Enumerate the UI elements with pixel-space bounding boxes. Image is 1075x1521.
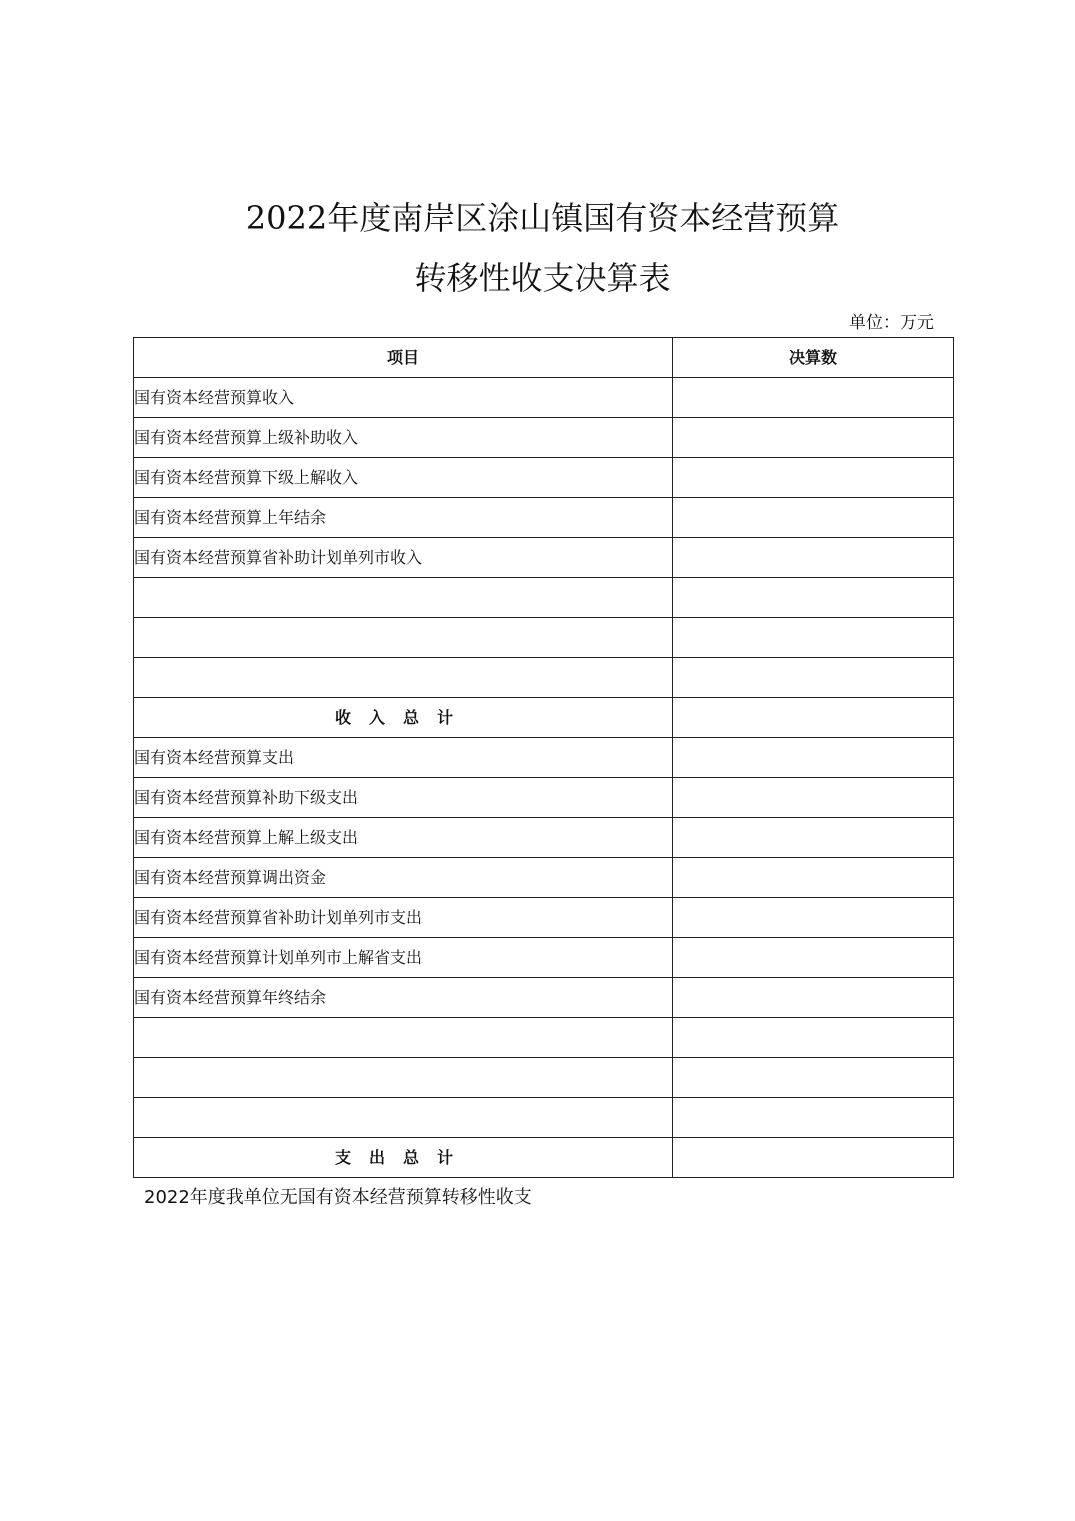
row-label: 国有资本经营预算省补助计划单列市收入 [134, 538, 673, 578]
table-row [134, 738, 954, 778]
budget-table [133, 337, 954, 1178]
row-value [673, 778, 954, 818]
row-value [673, 1138, 954, 1178]
row-value [673, 738, 954, 778]
row-value [673, 578, 954, 618]
row-value [673, 938, 954, 978]
table-row [134, 898, 954, 938]
row-value [673, 1098, 954, 1138]
table-row [134, 1018, 954, 1058]
page-subtitle: 转移性收支决算表 [414, 259, 671, 297]
row-value [673, 618, 954, 658]
table-row [134, 618, 954, 658]
table-row [134, 418, 954, 458]
row-value [673, 658, 954, 698]
row-label: 国有资本经营预算调出资金 [134, 858, 673, 898]
table-row [134, 818, 954, 858]
table-row [134, 498, 954, 538]
table-row [134, 458, 954, 498]
unit-label: 单位：万元 [849, 313, 934, 333]
footnote: 2022年度我单位无国有资本经营预算转移性收支 [144, 1187, 532, 1208]
row-label [134, 1098, 673, 1138]
row-value [673, 418, 954, 458]
row-value [673, 378, 954, 418]
row-label [134, 618, 673, 658]
row-label: 国有资本经营预算支出 [134, 738, 673, 778]
row-label: 国有资本经营预算省补助计划单列市支出 [134, 898, 673, 938]
table-row [134, 858, 954, 898]
row-value [673, 1058, 954, 1098]
column-header-value: 决算数 [673, 338, 954, 378]
row-value [673, 1018, 954, 1058]
row-label: 国有资本经营预算收入 [134, 378, 673, 418]
row-label [134, 578, 673, 618]
page-title: 2022年度南岸区涂山镇国有资本经营预算 [245, 199, 840, 237]
row-label: 国有资本经营预算下级上解收入 [134, 458, 673, 498]
row-label [134, 1018, 673, 1058]
table-row [134, 978, 954, 1018]
row-value [673, 978, 954, 1018]
row-label: 国有资本经营预算上级补助收入 [134, 418, 673, 458]
table-row [134, 378, 954, 418]
table-row [134, 778, 954, 818]
row-label: 国有资本经营预算补助下级支出 [134, 778, 673, 818]
row-value [673, 498, 954, 538]
row-value [673, 698, 954, 738]
column-header-item: 项目 [134, 338, 673, 378]
total-label: 支出总计 [134, 1138, 673, 1178]
row-label: 国有资本经营预算计划单列市上解省支出 [134, 938, 673, 978]
row-label [134, 658, 673, 698]
table-row [134, 1058, 954, 1098]
table-header-row [134, 338, 954, 378]
table-total-row [134, 1138, 954, 1178]
table-total-row [134, 698, 954, 738]
row-value [673, 898, 954, 938]
table-row [134, 938, 954, 978]
row-label: 国有资本经营预算年终结余 [134, 978, 673, 1018]
row-label [134, 1058, 673, 1098]
row-value [673, 458, 954, 498]
table-row [134, 578, 954, 618]
table-row [134, 1098, 954, 1138]
table-body [134, 378, 954, 1178]
total-label: 收入总计 [134, 698, 673, 738]
row-label: 国有资本经营预算上解上级支出 [134, 818, 673, 858]
row-value [673, 858, 954, 898]
row-value [673, 818, 954, 858]
table-row [134, 658, 954, 698]
row-label: 国有资本经营预算上年结余 [134, 498, 673, 538]
table-row [134, 538, 954, 578]
row-value [673, 538, 954, 578]
